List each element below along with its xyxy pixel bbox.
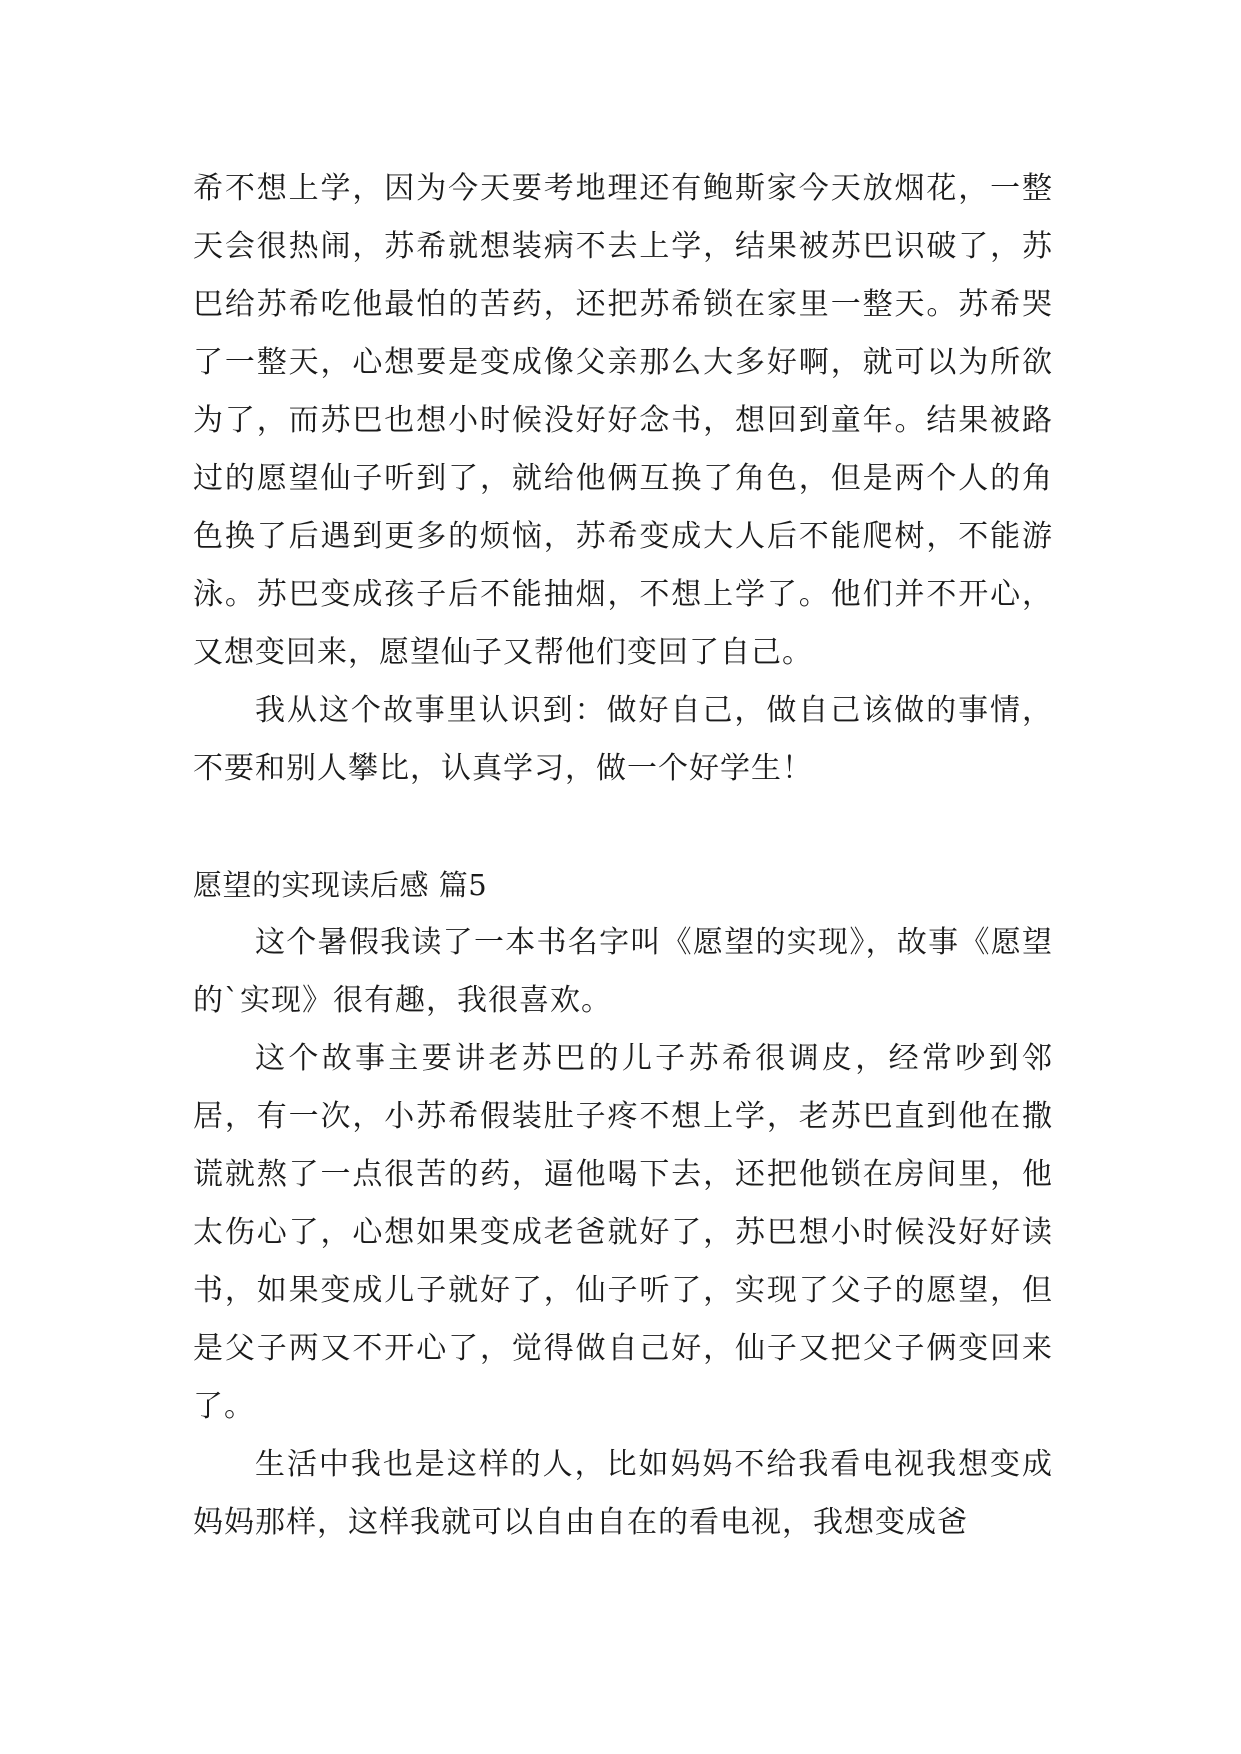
paragraph-reflection: 生活中我也是这样的人，比如妈妈不给我看电视我想变成妈妈那样，这样我就可以自由自在的看电视，我想变成爸 (193, 1447, 1053, 1540)
paragraph-lesson: 我从这个故事里认识到：做好自己，做自己该做的事情，不要和别人攀比，认真学习，做一个好学生！ (193, 693, 1053, 786)
section-spacer (193, 798, 1053, 856)
paragraph-intro: 这个暑假我读了一本书名字叫《愿望的实现》，故事《愿望的`实现》很有趣，我很喜欢。 (193, 925, 1053, 1018)
paragraph-story-summary: 希不想上学，因为今天要考地理还有鲍斯家今天放烟花，一整天会很热闹，苏希就想装病不去上学，结果被苏巴识破了，苏巴给苏希吃他最怕的苦药，还把苏希锁在家里一整天。苏希哭了一整天，心想要是变成像父亲那么大多好啊，就可以为所欲为了，而苏巴也想小时候没好好念书，想回到童年。结果被路过的愿望仙子听到了，就给他俩互换了角色，但是两个人的角色换了后遇到更多的烦恼，苏希变成大人后不能爬树，不能游泳。苏巴变成孩子后不能抽烟，不想上学了。他们并不开心，又想变回来，愿望仙子又帮他们变回了自己。 (193, 171, 1053, 670)
paragraph-story: 这个故事主要讲老苏巴的儿子苏希很调皮，经常吵到邻居，有一次，小苏希假装肚子疼不想上学，老苏巴直到他在撒谎就熬了一点很苦的药，逼他喝下去，还把他锁在房间里，他太伤心了，心想如果变成老爸就好了，苏巴想小时候没好好读书，如果变成儿子就好了，仙子听了，实现了父子的愿望，但是父子两又不开心了，觉得做自己好，仙子又把父子俩变回来了。 (193, 1041, 1053, 1424)
document-body (193, 160, 1053, 1552)
section-title: 愿望的实现读后感 篇5 (193, 868, 488, 902)
